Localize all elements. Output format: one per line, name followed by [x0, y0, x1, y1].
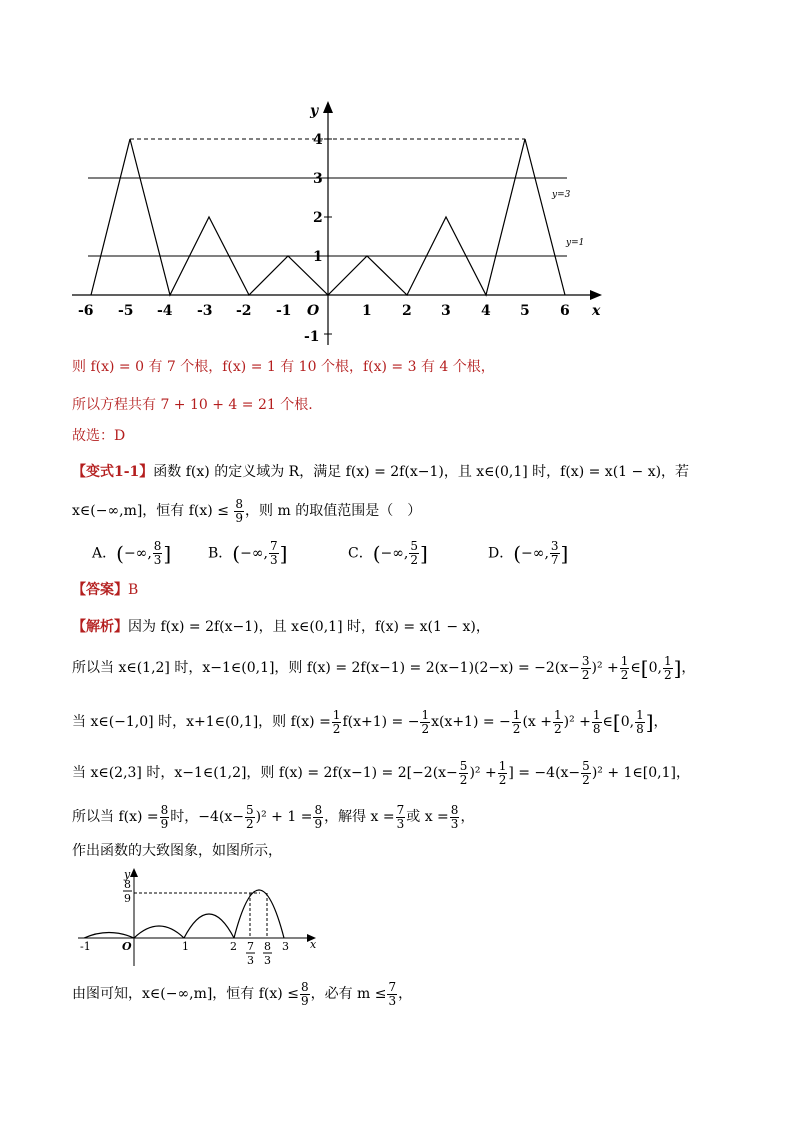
fraction-8-9: $\frac{8}{9}$ [235, 496, 244, 525]
y-tick-label: -1 [304, 329, 320, 345]
option-a[interactable]: A．(−∞, $\frac{8}{3}$ ] [92, 539, 172, 567]
svg-text:1: 1 [182, 940, 189, 953]
x-tick-label: -1 [276, 303, 292, 319]
svg-text:-1: -1 [80, 940, 91, 953]
analysis-3: 当 x∈(−1,0] 时，x+1∈(0,1]，则 f(x) = $\frac{1}{2}$ f(x+1) = − $\frac{1}{2}$ x(x+1) = − $\frac{1}{2}$ (x + $\frac{1}{2}$ )² + $\frac{1}{8}$ ∈[0, $\frac{1}{8}$ ]， [72, 707, 668, 736]
y-axis-arrow [323, 101, 333, 113]
piecewise-graph [60, 95, 620, 355]
line-label-y1: y=1 [566, 238, 585, 248]
x-tick-label: -3 [197, 303, 213, 319]
svg-text:7: 7 [247, 940, 254, 953]
variant-body: 函数 f(x) 的定义域为 R，满足 f(x) = 2f(x−1)，且 x∈(0,1] 时，f(x) = x(1 − x)，若 [153, 464, 690, 480]
x-axis-label: x [592, 303, 601, 319]
condition-text: x∈(−∞,m]，恒有 f(x) ≤ [72, 503, 229, 519]
svg-text:3: 3 [282, 940, 289, 953]
option-d[interactable]: D．(−∞, $\frac{3}{7}$ ] [488, 539, 569, 567]
x-tick-label: 2 [402, 303, 412, 319]
y-axis-label: y [310, 103, 319, 119]
variant-tag: 【变式1-1】 [72, 464, 154, 480]
sketch-graph [70, 866, 330, 974]
svg-text:O: O [122, 940, 132, 953]
option-c[interactable]: C．(−∞, $\frac{5}{2}$ ] [348, 539, 428, 567]
roots-text: 则 f(x) = 0 有 7 个根，f(x) = 1 有 10 个根，f(x) = 3 有 4 个根， [72, 359, 495, 375]
svg-text:2: 2 [230, 940, 237, 953]
y-tick-label: 3 [313, 171, 323, 187]
y-tick-label: 1 [313, 249, 323, 265]
svg-text:x: x [310, 938, 317, 951]
analysis-1: 【解析】因为 f(x) = 2f(x−1)，且 x∈(0,1] 时，f(x) = x(1 − x)， [72, 619, 490, 635]
analysis-2: 所以当 x∈(1,2] 时，x−1∈(0,1]，则 f(x) = 2f(x−1) = 2(x−1)(2−x) = −2(x− $\frac{3}{2}$ )² + $\frac{1}{2}$ ∈[0, $\frac{1}{2}$ ]， [72, 653, 696, 682]
line-label-y3: y=3 [552, 190, 571, 200]
variant-question [72, 462, 689, 482]
svg-text:3: 3 [264, 954, 271, 967]
x-tick-label: -4 [157, 303, 173, 319]
svg-text:8: 8 [264, 940, 271, 953]
y-tick-label: 4 [313, 132, 323, 148]
choice-text: 故选：D [72, 428, 126, 444]
svg-text:3: 3 [247, 954, 254, 967]
x-tick-label: -6 [78, 303, 94, 319]
draw-graph-text: 作出函数的大致图象，如图所示， [72, 843, 282, 859]
x-tick-label: 1 [362, 303, 372, 319]
y-tick-label: 2 [313, 210, 323, 226]
answer-line: 【答案】B [72, 582, 139, 598]
total-roots-text: 所以方程共有 7 + 10 + 4 = 21 个根. [72, 397, 313, 413]
origin-label: O [307, 303, 320, 319]
x-tick-label: -2 [236, 303, 252, 319]
option-b[interactable]: B．(−∞, $\frac{7}{3}$ ] [208, 539, 288, 567]
conclusion-text: 由图可知，x∈(−∞,m]，恒有 f(x) ≤ $\frac{8}{9}$ ，必有 m ≤ $\frac{7}{3}$ ， [72, 979, 413, 1008]
x-axis-arrow [590, 290, 602, 300]
x-tick-label: 3 [441, 303, 451, 319]
analysis-4: 当 x∈(2,3] 时，x−1∈(1,2]，则 f(x) = 2f(x−1) = 2[−2(x− $\frac{5}{2}$ )² + $\frac{1}{2}$ ] = −4(x− $\frac{5}{2}$ )² + 1∈[0,1]， [72, 758, 690, 787]
x-tick-label: -5 [118, 303, 134, 319]
svg-text:y: y [124, 868, 131, 881]
x-tick-label: 4 [481, 303, 491, 319]
svg-text:9: 9 [124, 892, 131, 905]
x-tick-label: 6 [560, 303, 570, 319]
x-tick-label: 5 [520, 303, 530, 319]
analysis-5: 所以当 f(x) = $\frac{8}{9}$ 时，−4(x− $\frac{5}{2}$ )² + 1 = $\frac{8}{9}$ ，解得 x = $\frac{7}{3}$ 或 x = $\frac{8}{3}$ ， [72, 802, 475, 831]
condition-tail: ，则 m 的取值范围是（ ） [245, 503, 422, 519]
variant-condition [72, 496, 421, 526]
svg-text:8: 8 [124, 878, 131, 891]
